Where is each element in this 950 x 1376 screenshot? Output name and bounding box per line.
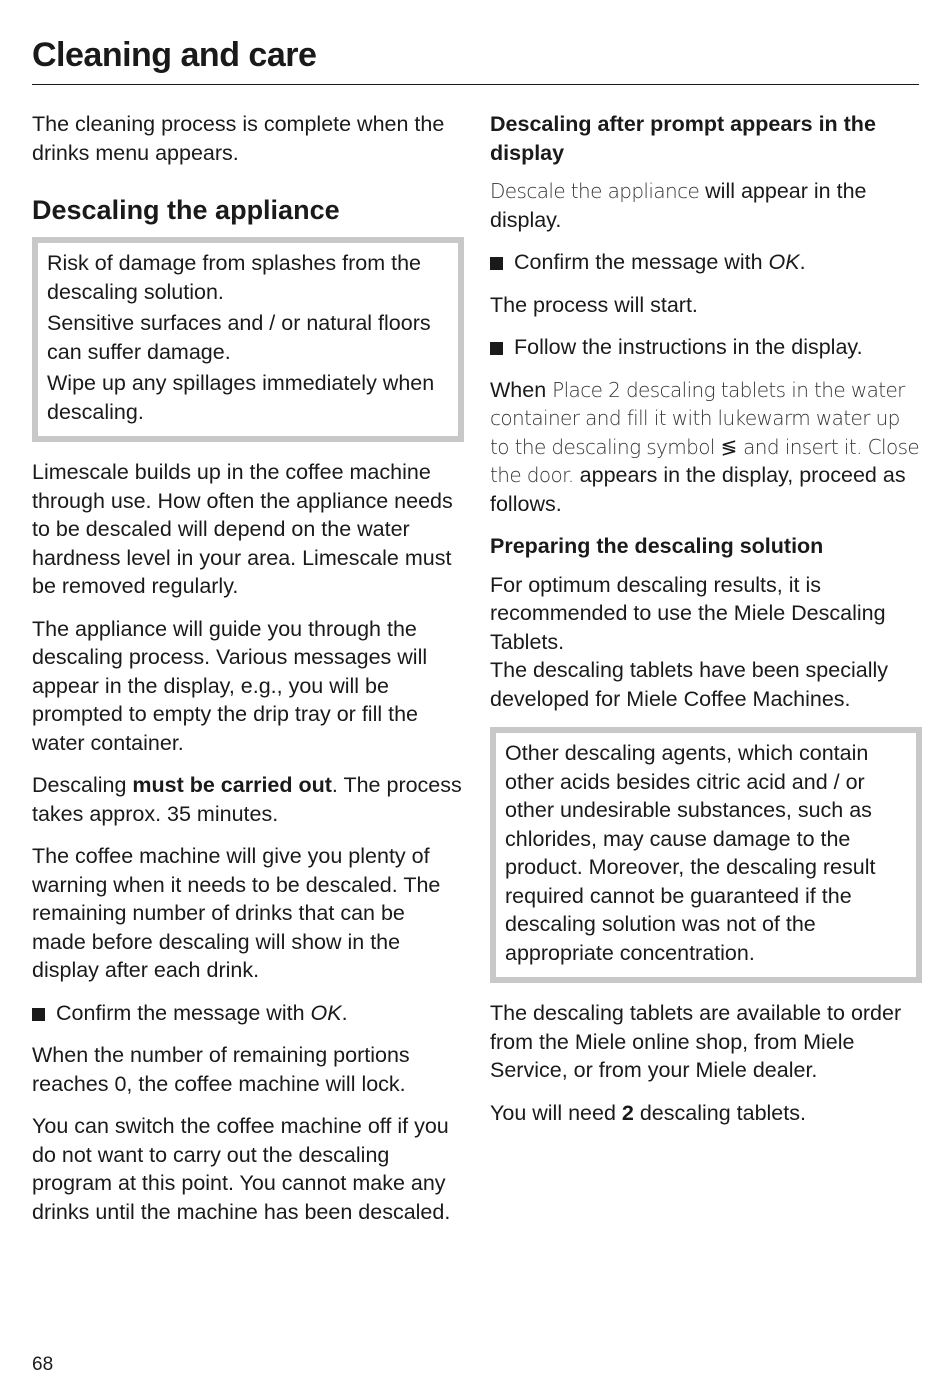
key-label: OK [310, 1000, 342, 1025]
text: Descaling [32, 773, 133, 797]
text: You will need [490, 1100, 622, 1125]
text: Confirm the message with [514, 250, 769, 274]
text: When [490, 377, 553, 402]
right-column [490, 110, 922, 1141]
bullet-item [32, 999, 464, 1028]
bullet-text [514, 248, 806, 277]
bullet-item [490, 248, 922, 277]
bullet-square-icon [32, 1008, 45, 1021]
paragraph: When the number of remaining portions reaches 0, the coffee machine will lock. [32, 1043, 410, 1096]
text: appears in the display, proceed as follows. [490, 463, 906, 516]
text: . [799, 250, 806, 274]
paragraph: The process will start. [490, 292, 698, 317]
paragraph [490, 1099, 922, 1128]
bullet-text: Follow the instructions in the display. [514, 335, 863, 359]
paragraph: The appliance will guide you through the descaling process. Various messages will appear in the display, e.g., you will be prompted to empty the drip tray or fill the water container. [32, 616, 428, 755]
text: descaling tablets. [633, 1100, 806, 1125]
paragraph [490, 177, 922, 234]
display-message: Place 2 descaling tablets in the water container and fill it with lukewarm water up to the descaling symbol [490, 377, 905, 459]
text: . [341, 1000, 348, 1025]
bullet-item [490, 333, 922, 362]
bullet-text [56, 999, 348, 1028]
text: Confirm the message with [56, 1000, 311, 1025]
display-message: and insert it. Close the door. [490, 434, 920, 487]
warning-text: Other descaling agents, which contain other acids besides citric acid and / or other undesirable substances, such as chlorides, may cause damage to the product. Moreover, the descaling result required cannot be guaranteed if the descaling solution was not of the appropriate concentration. [505, 741, 876, 965]
subheading: Descaling after prompt appears in the display [490, 112, 876, 165]
bullet-square-icon [490, 342, 503, 355]
warning-line: Sensitive surfaces and / or natural floors can suffer damage. [47, 311, 431, 364]
paragraph [490, 376, 922, 519]
key-label: OK [768, 250, 800, 274]
text: . The process takes approx. 35 minutes. [32, 773, 462, 826]
left-column [32, 110, 464, 1240]
page-number: 68 [32, 1354, 54, 1375]
page-title: Cleaning and care [32, 36, 317, 74]
subheading: Preparing the descaling solution [490, 534, 824, 558]
text: will appear in the display. [490, 179, 867, 232]
bullet-square-icon [490, 257, 503, 270]
paragraph: The coffee machine will give you plenty of warning when it needs to be descaled. The remaining number of drinks that can be made before descaling will show in the display after each drink. [32, 844, 441, 982]
warning-line: Wipe up any spillages immediately when descaling. [47, 371, 435, 424]
descaling-symbol-icon: ≶ [720, 434, 738, 459]
paragraph: You can switch the coffee machine off if you do not want to carry out the descaling program at this point. You cannot make any drinks until the machine has been descaled. [32, 1114, 451, 1224]
warning-box [32, 237, 464, 442]
paragraph: The descaling tablets have been specially developed for Miele Coffee Machines. [490, 658, 889, 711]
display-message: Descale the appliance [490, 179, 700, 203]
title-rule [32, 84, 919, 85]
paragraph [32, 771, 464, 828]
paragraph: The descaling tablets are available to order from the Miele online shop, from Miele Service, or from your Miele dealer. [490, 1001, 902, 1082]
emphasis: 2 [621, 1100, 634, 1125]
section-heading: Descaling the appliance [32, 195, 340, 225]
intro-paragraph: The cleaning process is complete when the drinks menu appears. [32, 112, 445, 165]
emphasis: must be carried out [132, 773, 332, 797]
paragraph: Limescale builds up in the coffee machine through use. How often the appliance needs to be descaled will depend on the water hardness level in your area. Limescale must be removed regularly. [32, 460, 453, 598]
warning-box [490, 727, 922, 983]
warning-line: Risk of damage from splashes from the descaling solution. [47, 251, 422, 304]
paragraph: For optimum descaling results, it is recommended to use the Miele Descaling Tablets. [490, 572, 886, 654]
